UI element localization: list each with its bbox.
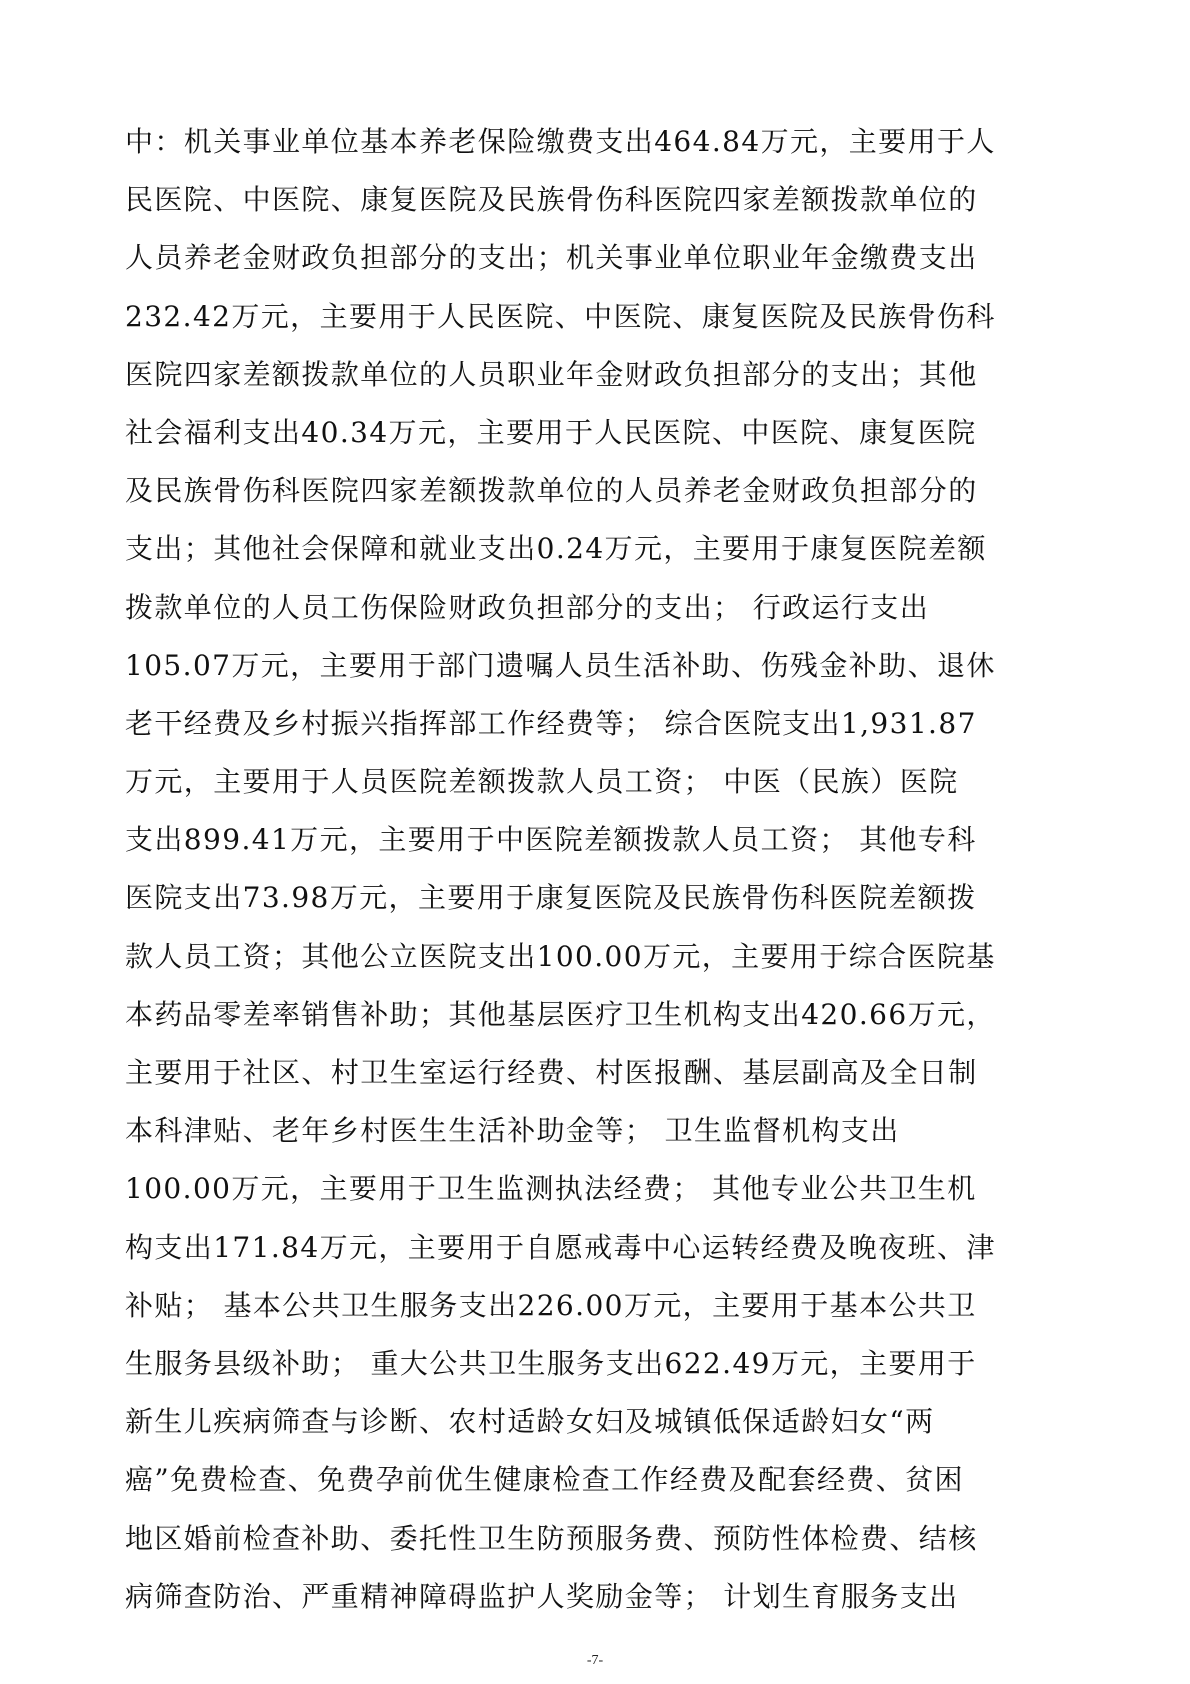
- body-text: [125, 113, 1065, 1626]
- text-line: 病筛查防治、严重精神障碍监护人奖励金等； 计划生育服务支出: [125, 1579, 959, 1613]
- page-number: -7-: [586, 1653, 604, 1668]
- text-line: 构支出171.84万元，主要用于自愿戒毒中心运转经费及晚夜班、津: [125, 1230, 996, 1264]
- text-line: 主要用于社区、村卫生室运行经费、村医报酬、基层副高及全日制: [125, 1056, 978, 1089]
- text-line: 人员养老金财政负担部分的支出；机关事业单位职业年金缴费支出: [125, 241, 978, 275]
- text-line: 105.07万元，主要用于部门遗嘱人员生活补助、伤残金补助、退休: [125, 648, 996, 682]
- text-line: 癌”免费检查、免费孕前优生健康检查工作经费及配套经费、贫困: [125, 1463, 964, 1497]
- text-line: 医院支出73.98万元，主要用于康复医院及民族骨伤科医院差额拨: [125, 881, 977, 915]
- text-line: 支出；其他社会保障和就业支出0.24万元，主要用于康复医院差额: [125, 532, 987, 566]
- text-line: 100.00万元，主要用于卫生监测执法经费； 其他专业公共卫生机: [125, 1172, 977, 1206]
- text-line: 款人员工资；其他公立医院支出100.00万元，主要用于综合医院基: [125, 939, 996, 973]
- text-line: 老干经费及乡村振兴指挥部工作经费等； 综合医院支出1,931.87: [125, 706, 977, 740]
- text-line: 生服务县级补助； 重大公共卫生服务支出622.49万元，主要用于: [125, 1346, 977, 1380]
- text-line: 社会福利支出40.34万元，主要用于人民医院、中医院、康复医院: [125, 415, 977, 449]
- text-line: 新生儿疾病筛查与诊断、农村适龄女妇及城镇低保适龄妇女“两: [125, 1405, 935, 1439]
- text-line: 拨款单位的人员工伤保险财政负担部分的支出； 行政运行支出: [125, 590, 930, 624]
- text-line: 补贴； 基本公共卫生服务支出226.00万元，主要用于基本公共卫: [125, 1288, 977, 1322]
- text-line: 万元，主要用于人员医院差额拨款人员工资； 中医（民族）医院: [125, 765, 959, 799]
- text-line: 本科津贴、老年乡村医生生活补助金等； 卫生监督机构支出: [125, 1114, 900, 1148]
- text-line: 地区婚前检查补助、委托性卫生防预服务费、预防性体检费、结核: [125, 1521, 978, 1555]
- text-line: 及民族骨伤科医院四家差额拨款单位的人员养老金财政负担部分的: [125, 474, 978, 508]
- text-line: 医院四家差额拨款单位的人员职业年金财政负担部分的支出；其他: [125, 357, 978, 391]
- text-line: 232.42万元，主要用于人民医院、中医院、康复医院及民族骨伤科: [125, 299, 996, 333]
- text-line: 中：机关事业单位基本养老保险缴费支出464.84万元，主要用于人: [125, 125, 996, 158]
- text-line: 民医院、中医院、康复医院及民族骨伤科医院四家差额拨款单位的: [125, 183, 978, 217]
- text-line: 本药品零差率销售补助；其他基层医疗卫生机构支出420.66万元，: [125, 997, 996, 1031]
- text-line: 支出899.41万元，主要用于中医院差额拨款人员工资； 其他专科: [125, 823, 977, 857]
